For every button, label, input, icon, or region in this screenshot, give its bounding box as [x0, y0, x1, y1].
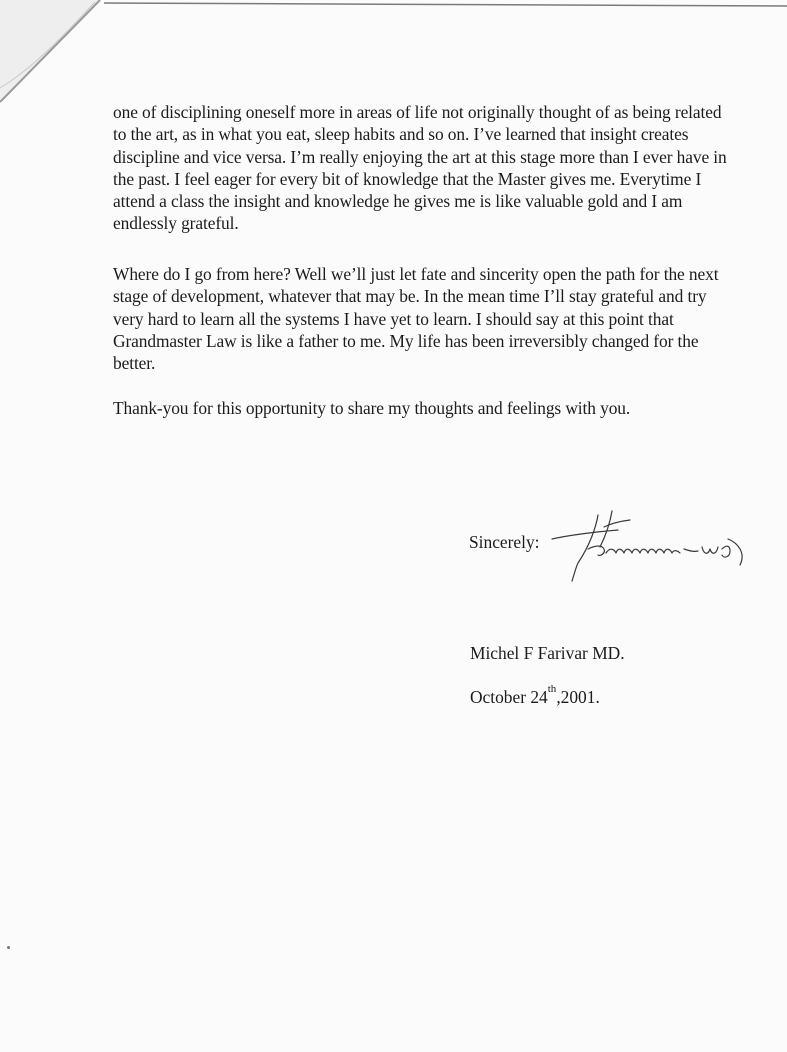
date-ordinal-suffix: th: [547, 683, 557, 695]
letter-paragraph-2: Where do I go from here? Well we’ll just let fate and sincerity open the path for the next stage of development, whatever that may be. In the mean time I’ll stay grateful and try very hard to learn all the systems I have yet to learn. I should say at this point that Grandmaster Law is like a father to me. My life has been irreversibly changed for the better.: [113, 264, 719, 374]
signer-name: Michel F Farivar MD.: [470, 643, 625, 663]
date-month-day: October 24: [470, 687, 548, 707]
letter-paragraph-1: one of disciplining oneself more in areas of life not originally thought of as being related to the art, as in what you eat, sleep habits and so on. I’ve learned that insight creates discipline and vice versa. I’m really enjoying the art at this stage more than I ever have in the past. I feel eager for every bit of knowledge that the Master gives me. Everytime I attend a class the insight and knowledge he gives me is like valuable gold and I am endlessly grateful.: [113, 102, 727, 234]
letter-date: [470, 683, 600, 708]
handwritten-signature: [540, 505, 755, 585]
letter-paragraph-3: Thank-you for this opportunity to share my thoughts and feelings with you.: [113, 398, 631, 418]
date-year: ,2001.: [556, 687, 600, 707]
closing-salutation: Sincerely:: [469, 532, 540, 552]
scan-speck: [7, 946, 10, 949]
